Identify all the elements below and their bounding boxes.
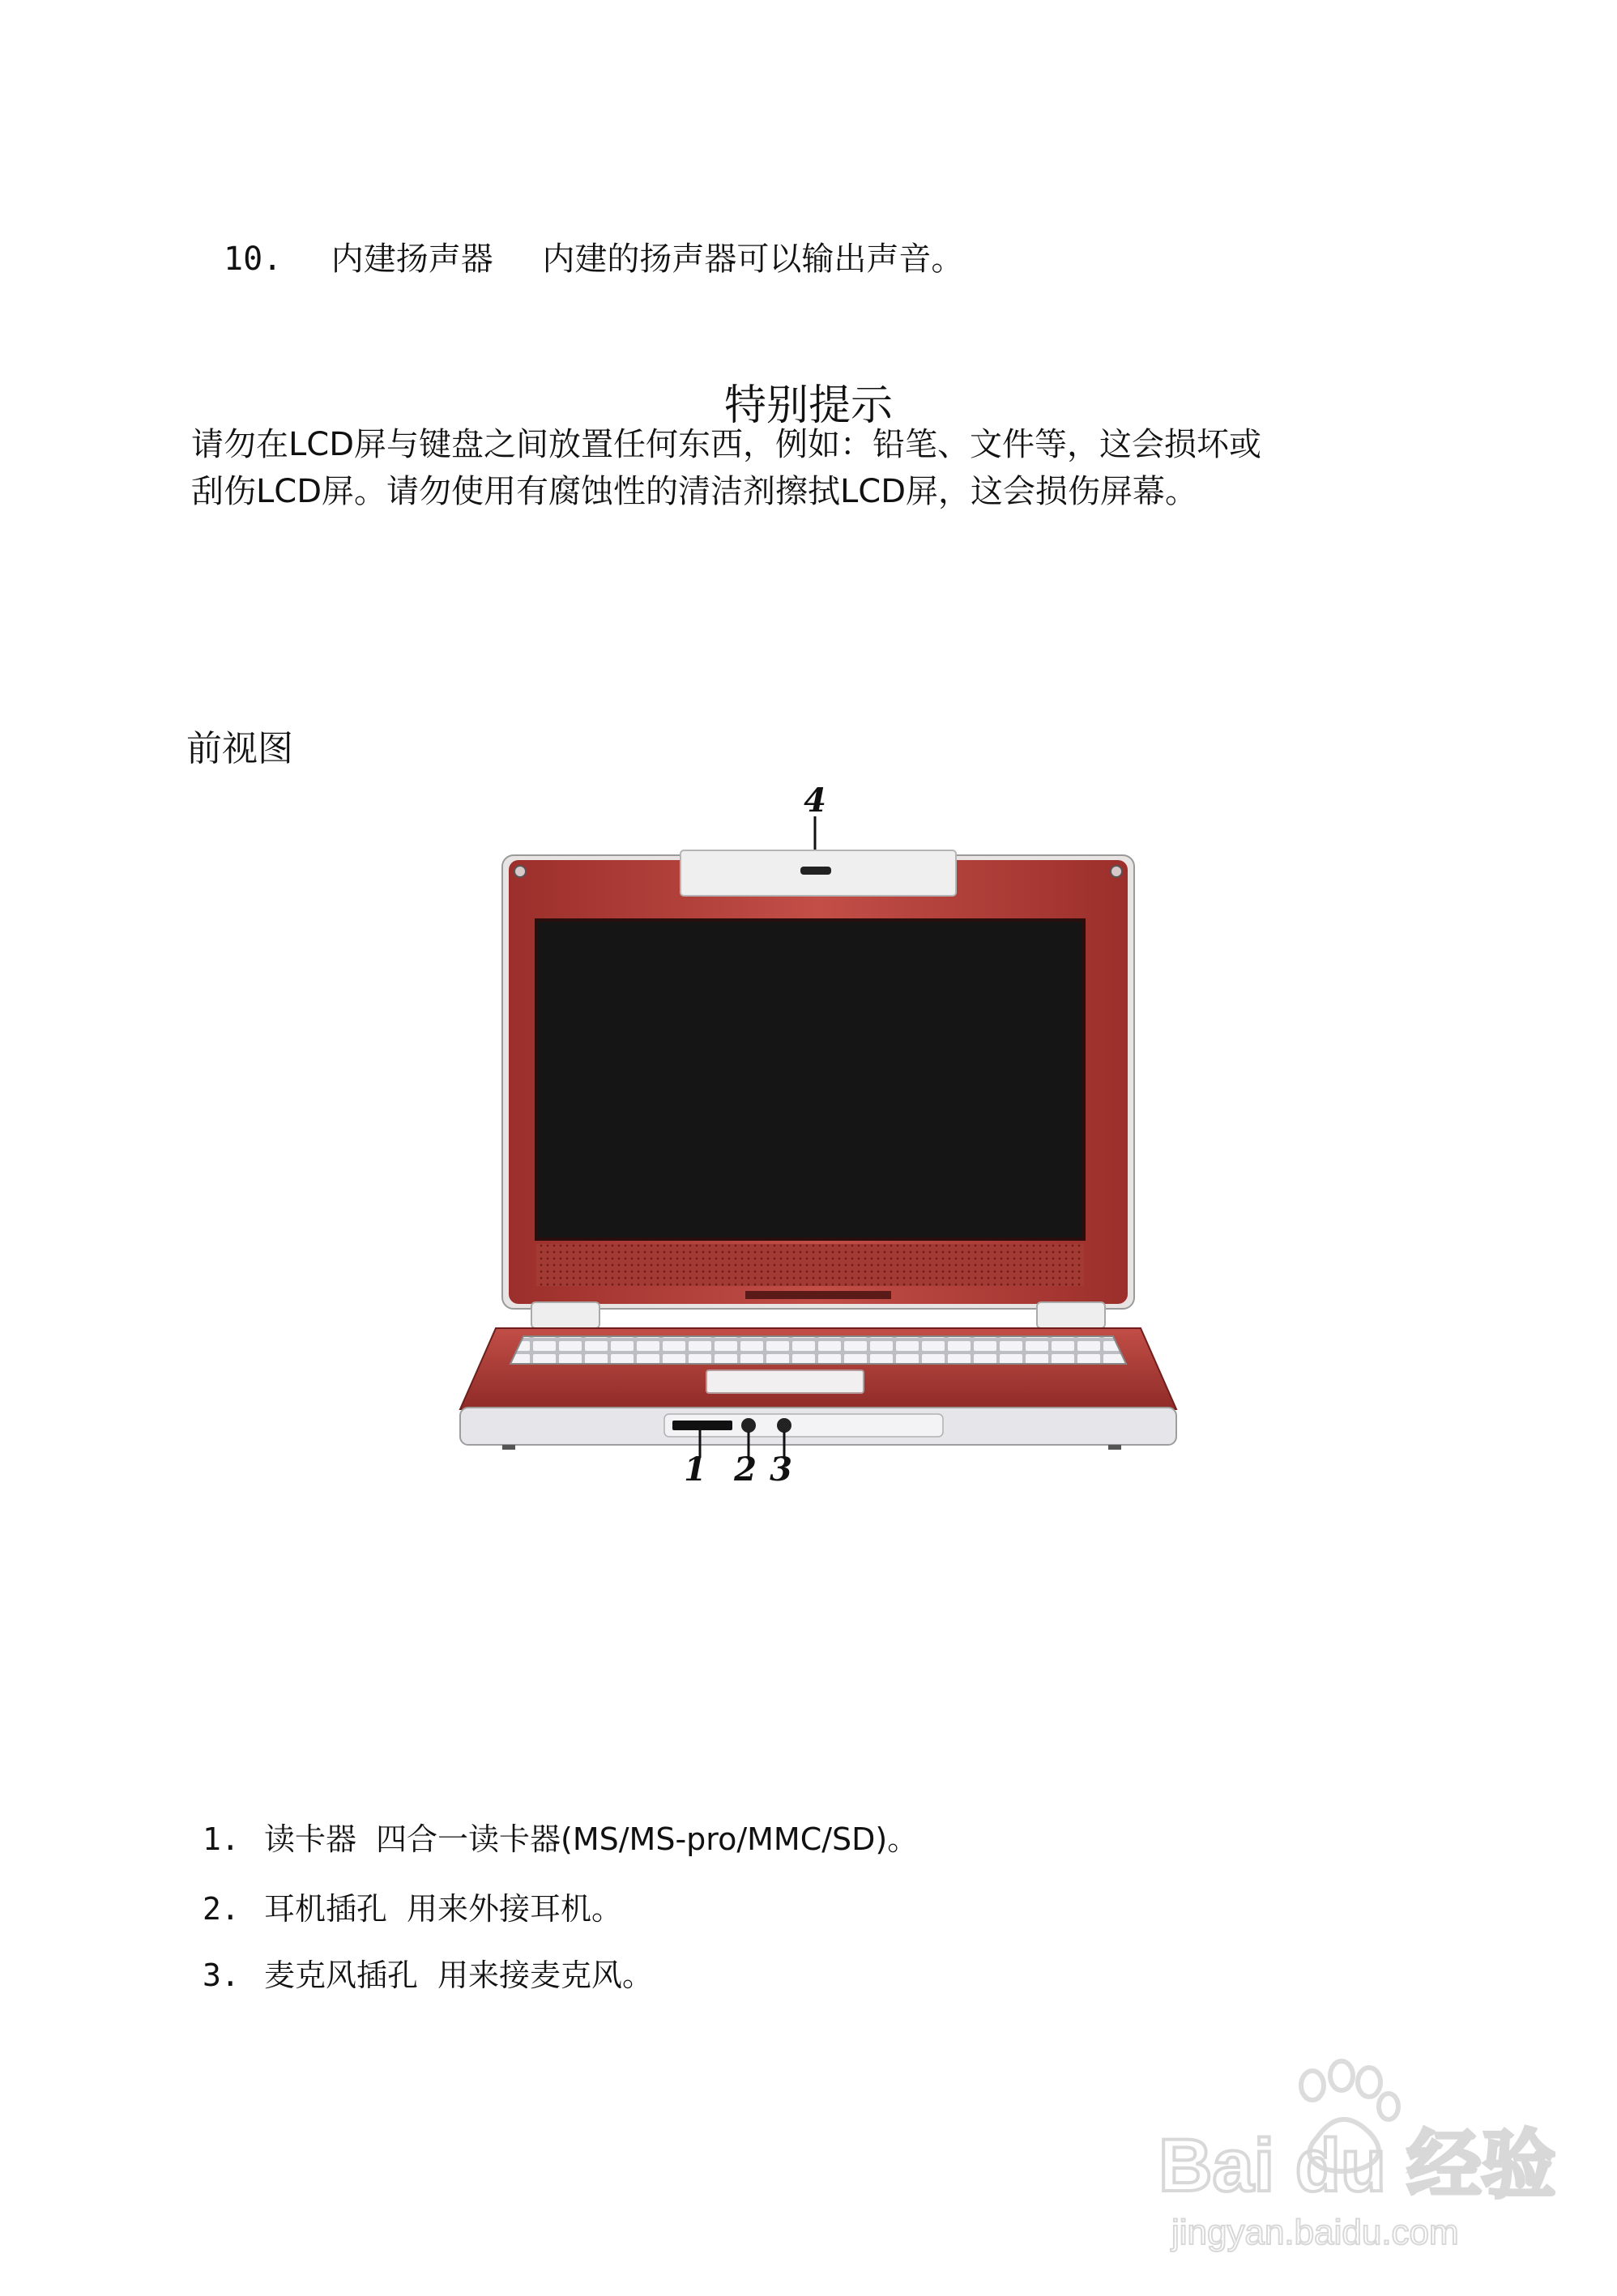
front-view-title: 前视图	[186, 728, 293, 769]
notice-title: 特别提示	[723, 381, 893, 430]
notice-body	[191, 421, 1455, 515]
hinge-right	[1037, 1302, 1105, 1328]
callout-4: 4	[804, 782, 826, 820]
list-item-number: 3.	[203, 1957, 240, 1993]
notice-line-2: 刮伤LCD屏。请勿使用有腐蚀性的清洁剂擦拭LCD屏，这会损伤屏幕。	[191, 473, 1198, 510]
speaker-grill	[536, 1244, 1084, 1286]
list-item	[203, 1814, 918, 1859]
laptop-front-view-figure	[428, 769, 1205, 1482]
watermark-brand: Bai du 经验	[1158, 2124, 1555, 2207]
baidu-paw-logo	[1150, 2053, 1555, 2256]
callout-3: 3	[770, 1450, 792, 1482]
list-item-description: 用来外接耳机。	[407, 1891, 623, 1927]
screw-icon	[1111, 866, 1122, 877]
list-item-term: 麦克风插孔	[264, 1957, 419, 1993]
brand-logo	[745, 1291, 891, 1299]
lcd-screen	[536, 920, 1084, 1239]
watermark-url: jingyan.baidu.com	[1171, 2213, 1459, 2252]
foot	[502, 1445, 515, 1450]
laptop-illustration	[428, 769, 1205, 1482]
list-item-number: 2.	[203, 1891, 240, 1927]
notice-line-1: 请勿在LCD屏与键盘之间放置任何东西，例如：铅笔、文件等，这会损坏或	[191, 426, 1262, 463]
item-10-term: 内建扬声器	[331, 241, 493, 278]
list-item-description: 四合一读卡器(MS/MS-pro/MMC/SD)。	[376, 1821, 919, 1857]
foot	[1108, 1445, 1121, 1450]
list-item-number: 1.	[203, 1821, 240, 1857]
item-10	[224, 233, 963, 279]
list-item	[203, 1950, 653, 1995]
hinge-left	[531, 1302, 599, 1328]
callout-1: 1	[684, 1450, 706, 1482]
list-item-description: 用来接麦克风。	[437, 1957, 654, 1993]
list-item-term: 读卡器	[264, 1821, 357, 1857]
screw-icon	[514, 866, 526, 877]
item-10-number: 10.	[224, 241, 283, 278]
list-item	[203, 1884, 622, 1928]
touchpad	[706, 1370, 864, 1393]
webcam-icon	[800, 867, 831, 875]
keyboard	[510, 1336, 1126, 1364]
microphone-jack	[777, 1418, 791, 1433]
list-item-term: 耳机插孔	[264, 1891, 388, 1927]
card-reader-slot	[672, 1421, 732, 1430]
callout-2: 2	[734, 1450, 757, 1482]
item-10-description: 内建的扬声器可以输出声音。	[542, 241, 964, 278]
headphone-jack	[741, 1418, 756, 1433]
baidu-watermark	[1150, 2053, 1555, 2256]
